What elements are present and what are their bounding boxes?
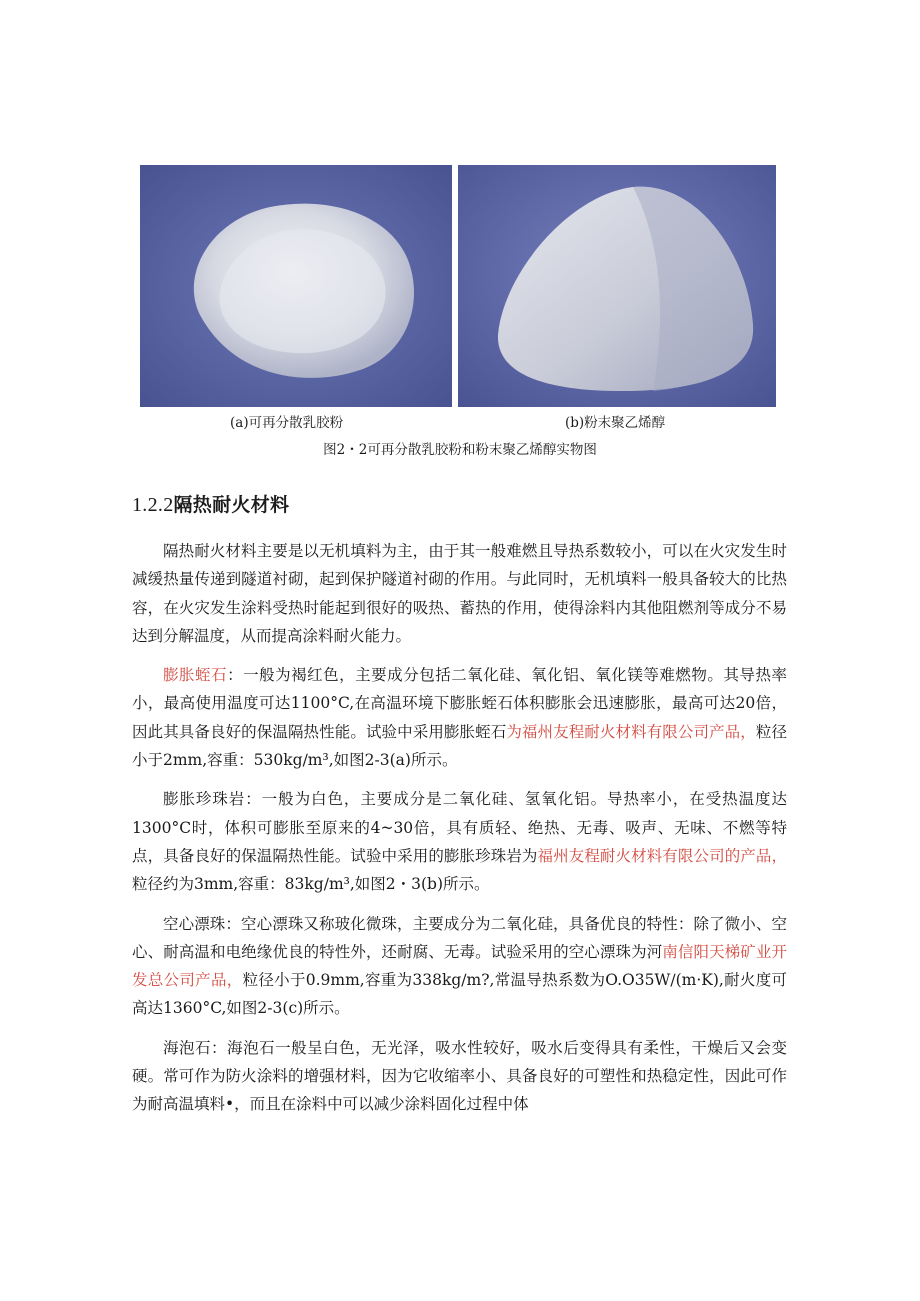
section-title: 隔热耐火材料 xyxy=(173,494,290,516)
vermiculite-text-1: ：一般为褐红色，主要成分包括二氧化硅、氧化铝、氧化镁等难燃物。其导热率小，最高使用温度可达1100°C,在高温环境下膨胀蛭石体积膨胀会迅速膨胀，最高可达20倍，因此其具备良好的保温隔热性能。试验中采用膨胀蛭石 xyxy=(132,666,787,741)
paragraph-vermiculite xyxy=(132,661,787,774)
paragraph-sepiolite: 海泡石：海泡石一般呈白色，无光泽，吸水性较好，吸水后变得具有柔性，干燥后又会变硬。常可作为防火涂料的增强材料，因为它收缩率小、具备良好的可塑性和热稳定性，因此可作为耐高温填料•，而且在涂料中可以减少涂料固化过程中体 xyxy=(132,1038,787,1114)
figure-subcaption-b: (b)粉末聚乙烯醇 xyxy=(565,415,666,431)
perlite-text-2: 粒径约为3mm,容重：83kg∕m³,如图2・3(b)所示。 xyxy=(132,875,490,894)
paragraph-intro: 隔热耐火材料主要是以无机填料为主，由于其一般难燃且导热系数较小，可以在火灾发生时减缓热量传递到隧道衬砌，起到保护隧道衬砌的作用。与此同时，无机填料一般具备较大的比热容，在火灾发生涂料受热时能起到很好的吸热、蓄热的作用，使得涂料内其他阻燃剂等成分不易达到分解温度，从而提高涂料耐火能力。 xyxy=(132,542,787,645)
figure-caption: 图2・2可再分散乳胶粉和粉末聚乙烯醇实物图 xyxy=(323,442,597,458)
section-number: 1.2.2 xyxy=(132,494,174,516)
term-vermiculite: 膨胀蛭石 xyxy=(163,666,228,685)
perlite-text-1: 膨胀珍珠岩：一般为白色，主要成分是二氧化硅、氢氧化铝。导热率小，在受热温度达1300°C时，体积可膨胀至原来的4~30倍，具有质轻、绝热、无毒、吸声、无味、不燃等特点，具备良好的保温隔热性能。试验中采用的膨胀珍珠岩为 xyxy=(132,790,787,865)
vermiculite-supplier: 为福州友程耐火材料有限公司产品， xyxy=(506,722,756,741)
document-body xyxy=(132,537,787,1130)
photo-latex-powder xyxy=(140,165,452,407)
paragraph-cenosphere xyxy=(132,910,787,1023)
section-heading xyxy=(132,490,289,517)
latex-powder-image xyxy=(140,165,452,407)
figure-2-2 xyxy=(140,165,776,407)
figure-subcaption-a: (a)可再分散乳胶粉 xyxy=(230,415,344,431)
perlite-supplier: 福州友程耐火材料有限公司的产品， xyxy=(537,846,787,865)
cenosphere-supplier: 南信阳天梯矿业开发总公司产品， xyxy=(132,942,787,990)
photo-pva-powder xyxy=(458,165,776,407)
pva-powder-image xyxy=(458,165,776,407)
cenosphere-text-2: 粒径小于0.9mm,容重为338kg∕m?,常温导热系数为O.O35W∕(m·K),耐火度可高达1360°C,如图2-3(c)所示。 xyxy=(132,971,787,1018)
paragraph-perlite xyxy=(132,785,787,898)
vermiculite-text-2: 粒径小于2mm,容重：530kg∕m³,如图2-3(a)所示。 xyxy=(132,722,787,770)
cenosphere-text-1: 空心漂珠：空心漂珠又称玻化微珠，主要成分为二氧化硅，具备优良的特性：除了微小、空心、耐高温和电绝缘优良的特性外，还耐腐、无毒。试验采用的空心漂珠为河 xyxy=(132,914,787,961)
